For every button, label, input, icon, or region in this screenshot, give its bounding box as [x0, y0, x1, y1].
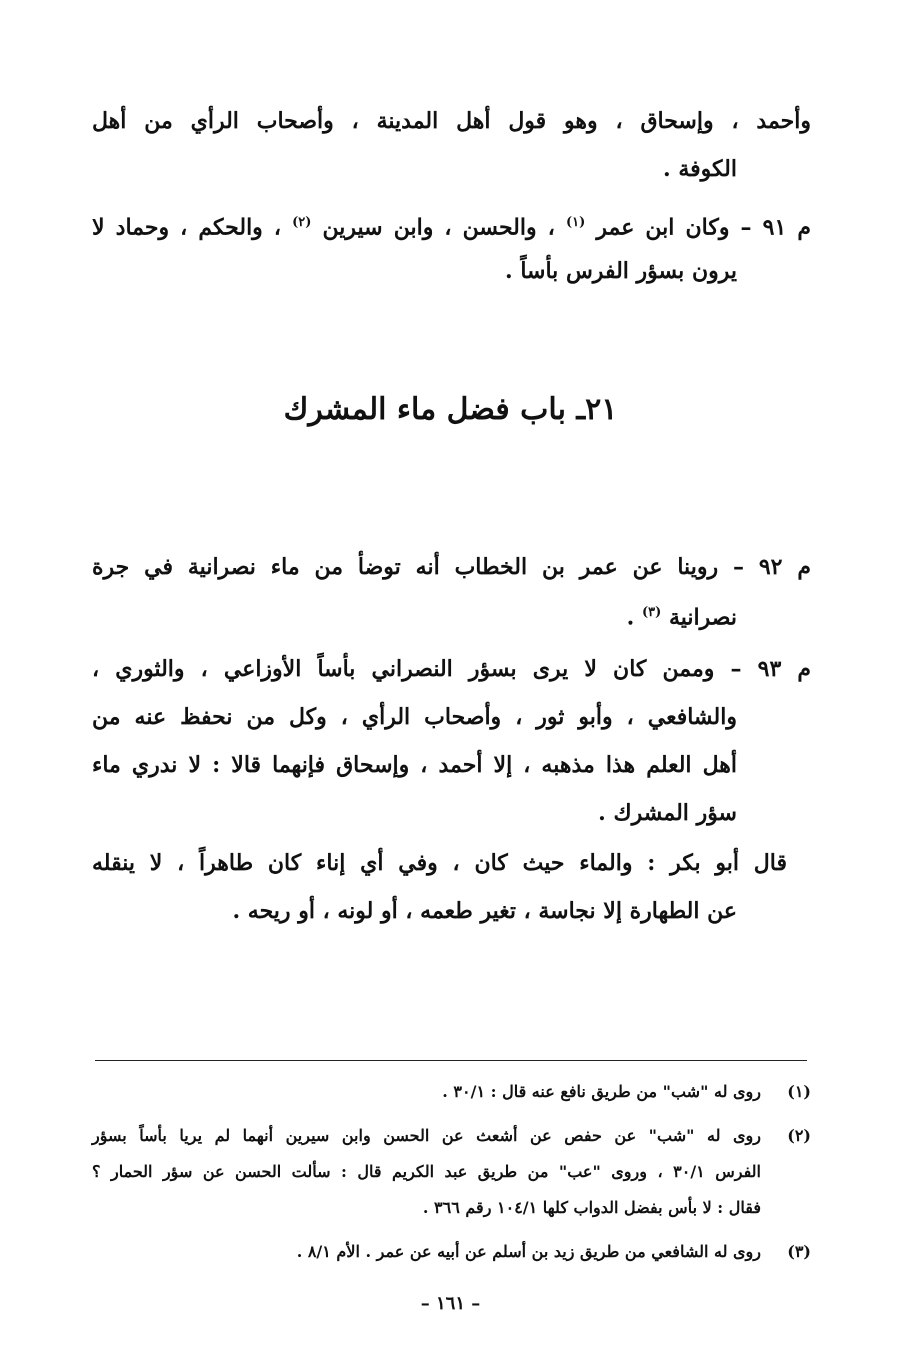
- page-number: – ١٦١ –: [420, 1293, 481, 1314]
- section-heading: ٢١ـ باب فضل ماء المشرك: [283, 392, 618, 427]
- footnote-ref: (٢): [292, 215, 312, 230]
- text-line: قال أبو بكر : والماء حيث كان ، وفي أي إناء كان طاهراً ، لا ينقله: [92, 850, 787, 876]
- footnote-number: (١): [787, 1082, 811, 1101]
- text-fragment: ، والحكم ، وحماد لا: [92, 214, 282, 241]
- text-fragment: .: [626, 604, 635, 631]
- text-fragment: نصرانية: [668, 604, 737, 631]
- text-line: م ٩٣ – وممن كان لا يرى بسؤر النصراني بأساً الأوزاعي ، والثوري ،: [92, 656, 812, 682]
- text-line: م ٩٢ – روينا عن عمر بن الخطاب أنه توضأ من ماء نصرانية في جرة: [92, 554, 811, 580]
- text-line: سؤر المشرك .: [598, 800, 737, 826]
- text-line: أهل العلم هذا مذهبه ، إلا أحمد ، وإسحاق فإنهما قالا : لا ندري ماء: [92, 752, 737, 778]
- footnote-text: روى له "شب" من طريق نافع عنه قال : ٣٠/١ .: [442, 1082, 761, 1101]
- footnote-text: روى له "شب" عن حفص عن أشعث عن الحسن وابن سيرين أنهما لم يريا بأساً بسؤر: [92, 1126, 762, 1145]
- footnote-text: روى له الشافعي من طريق زيد بن أسلم عن أبيه عن عمر . الأم ٨/١ .: [296, 1242, 761, 1261]
- text-fragment: ، والحسن ، وابن سيرين: [322, 214, 555, 241]
- text-line: الكوفة .: [663, 156, 737, 182]
- footnote-ref: (١): [565, 215, 586, 230]
- text-fragment: م ٩١ – وكان ابن عمر: [596, 214, 812, 241]
- footnote-number: (٣): [787, 1242, 811, 1261]
- footnote-number: (٢): [787, 1126, 811, 1145]
- footnote-text: الفرس ٣٠/١ ، وروى "عب" من طريق عبد الكريم قال : سألت الحسن عن سؤر الحمار ؟: [92, 1162, 762, 1181]
- footnotes: [92, 0, 811, 1300]
- footnote-text: فقال : لا بأس بفضل الدواب كلها ١٠٤/١ رقم ٣٦٦ .: [422, 1198, 761, 1217]
- text-line: يرون بسؤر الفرس بأساً .: [505, 258, 737, 284]
- text-line: وأحمد ، وإسحاق ، وهو قول أهل المدينة ، وأصحاب الرأي من أهل: [92, 108, 811, 134]
- text-line: والشافعي ، وأبو ثور ، وأصحاب الرأي ، وكل من نحفظ عنه من: [92, 704, 737, 730]
- text-line: عن الطهارة إلا نجاسة ، تغير طعمه ، أو لونه ، أو ريحه .: [232, 898, 737, 924]
- footnote-ref: (٣): [642, 605, 662, 620]
